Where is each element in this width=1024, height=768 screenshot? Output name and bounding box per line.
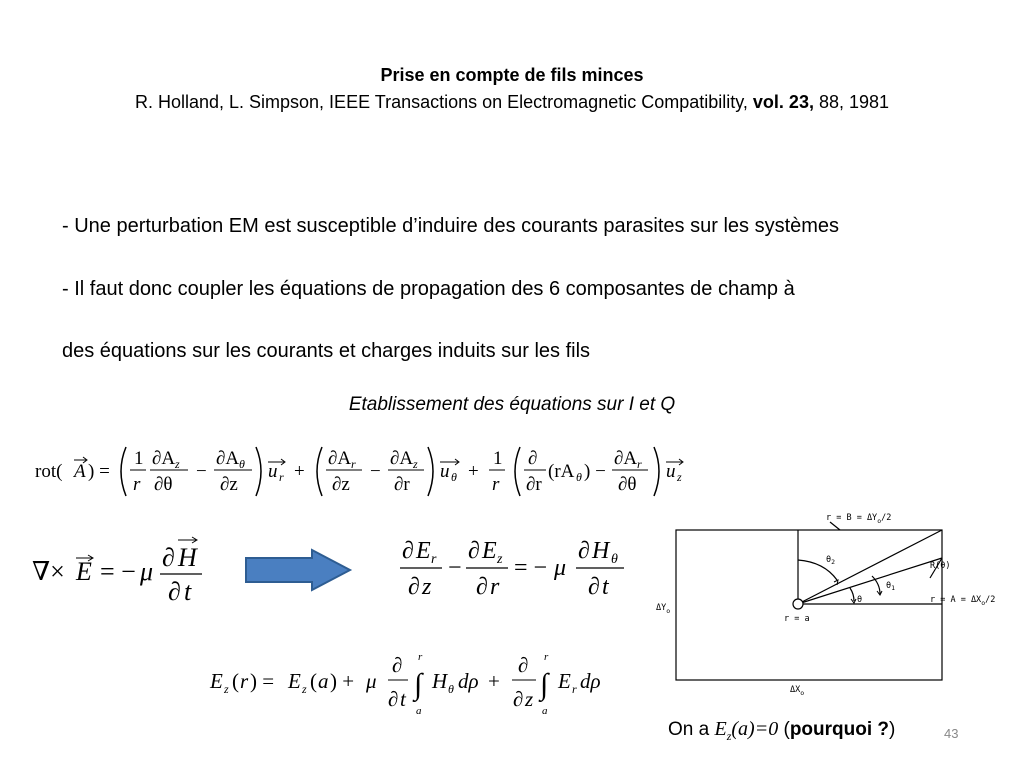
svg-text:r: r bbox=[637, 457, 642, 471]
conclusion-close: ) bbox=[889, 719, 896, 740]
svg-text:∂A: ∂A bbox=[328, 448, 352, 469]
bullet-1: - Une perturbation EM est susceptible d’induire des courants parasites sur les systèmes bbox=[62, 215, 840, 237]
svg-text:θ: θ bbox=[611, 552, 618, 567]
svg-text:u: u bbox=[268, 461, 278, 482]
svg-text:μ: μ bbox=[140, 557, 154, 586]
delta-y-label: $\Delta Y_o$ bbox=[656, 603, 671, 615]
svg-text:1: 1 bbox=[134, 448, 144, 469]
svg-text:μ: μ bbox=[554, 555, 567, 581]
svg-text:z: z bbox=[677, 470, 682, 484]
svg-text:+: + bbox=[468, 461, 479, 482]
svg-text:) =: ) = bbox=[250, 669, 275, 693]
conclusion-sub: z bbox=[726, 729, 732, 743]
svg-text:∂: ∂ bbox=[468, 538, 480, 564]
implication-arrow bbox=[244, 548, 354, 592]
svg-text:r: r bbox=[431, 552, 437, 567]
svg-text:E: E bbox=[482, 538, 497, 564]
svg-text:+: + bbox=[294, 461, 305, 482]
svg-text:∂: ∂ bbox=[518, 653, 529, 677]
svg-text:∂θ: ∂θ bbox=[618, 474, 637, 495]
svg-text:∂: ∂ bbox=[168, 577, 181, 606]
svg-text:z: z bbox=[175, 457, 180, 471]
svg-text:∂: ∂ bbox=[588, 574, 600, 600]
conclusion-bold: pourquoi ? bbox=[789, 719, 890, 740]
conclusion-prefix: On a bbox=[668, 719, 715, 740]
svg-text:) +: ) + bbox=[330, 669, 355, 693]
top-label-leader bbox=[830, 522, 840, 530]
svg-text:θ: θ bbox=[451, 470, 457, 484]
svg-text:∂: ∂ bbox=[402, 538, 414, 564]
svg-text:∂: ∂ bbox=[162, 543, 175, 572]
svg-text:r: r bbox=[279, 470, 284, 484]
svg-text:= −: = − bbox=[100, 557, 136, 586]
conclusion-line bbox=[668, 718, 895, 744]
slide-title: Prise en compte de fils minces bbox=[380, 65, 644, 85]
theta1-label: $\theta_1$ bbox=[886, 581, 896, 592]
svg-text:θ: θ bbox=[448, 682, 454, 696]
svg-text:(: ( bbox=[310, 669, 317, 693]
svg-text:θ: θ bbox=[239, 457, 245, 471]
curl-formula bbox=[30, 436, 740, 502]
svg-text:∂: ∂ bbox=[513, 687, 524, 711]
cell-rectangle bbox=[676, 530, 942, 680]
svg-text:u: u bbox=[440, 461, 450, 482]
svg-text:θ: θ bbox=[576, 470, 582, 484]
svg-text:a: a bbox=[416, 705, 422, 717]
svg-text:H: H bbox=[178, 543, 197, 572]
right-dimension-label: $r = A = \Delta X_o/2$ bbox=[930, 595, 996, 607]
svg-text:∂z: ∂z bbox=[332, 474, 350, 495]
svg-text:1: 1 bbox=[493, 448, 503, 469]
reference-authors: R. Holland, L. Simpson, IEEE Transactions on Electromagnetic Compatibility, bbox=[134, 92, 753, 112]
svg-text:E: E bbox=[558, 669, 571, 693]
svg-text:t: t bbox=[184, 577, 192, 606]
svg-text:r: r bbox=[544, 651, 549, 663]
theta-arc bbox=[850, 588, 854, 601]
svg-text:z: z bbox=[525, 687, 534, 711]
conclusion-open: ( bbox=[778, 719, 790, 740]
corner-diagonal-line bbox=[798, 530, 942, 604]
svg-text:r: r bbox=[418, 651, 423, 663]
svg-text:∂A: ∂A bbox=[152, 448, 176, 469]
svg-text:E: E bbox=[76, 557, 92, 586]
svg-text:∂r: ∂r bbox=[394, 474, 410, 495]
svg-text:) =: ) = bbox=[88, 461, 110, 482]
svg-text:(rA: (rA bbox=[548, 461, 575, 482]
svg-text:H: H bbox=[592, 538, 610, 564]
svg-text:E: E bbox=[288, 669, 301, 693]
reference-line bbox=[0, 89, 1024, 116]
slide-title-block bbox=[0, 62, 1024, 116]
svg-text:t: t bbox=[400, 687, 406, 711]
bullet-3: des équations sur les courants et charges induits sur les fils bbox=[62, 340, 591, 362]
wire-cross-section bbox=[793, 599, 803, 609]
svg-text:z: z bbox=[497, 552, 503, 567]
section-subtitle: Etablissement des équations sur I et Q bbox=[348, 394, 676, 415]
svg-text:r: r bbox=[492, 474, 500, 495]
svg-text:z: z bbox=[302, 682, 307, 696]
bullet-2: - Il faut donc coupler les équations de propagation des 6 composantes de champ à bbox=[62, 278, 795, 300]
page-number: 43 bbox=[944, 726, 959, 741]
svg-text:∫: ∫ bbox=[414, 668, 423, 701]
svg-text:r: r bbox=[133, 474, 141, 495]
svg-text:∂z: ∂z bbox=[220, 474, 238, 495]
svg-text:r: r bbox=[572, 682, 577, 696]
svg-text:r: r bbox=[240, 669, 249, 693]
svg-text:−: − bbox=[196, 461, 207, 482]
svg-text:∂: ∂ bbox=[578, 538, 590, 564]
svg-text:dρ: dρ bbox=[580, 669, 601, 693]
svg-text:H: H bbox=[432, 669, 448, 693]
svg-text:) −: ) − bbox=[584, 461, 606, 482]
reference-volume: vol. 23, bbox=[752, 92, 814, 112]
svg-text:∫: ∫ bbox=[540, 668, 549, 701]
svg-text:z: z bbox=[422, 574, 432, 600]
svg-text:r: r bbox=[351, 457, 356, 471]
svg-text:∇×: ∇× bbox=[32, 557, 65, 586]
svg-text:t: t bbox=[602, 574, 609, 600]
svg-text:∂: ∂ bbox=[476, 574, 488, 600]
svg-text:∂A: ∂A bbox=[216, 448, 240, 469]
r-theta-label: R(θ) bbox=[930, 561, 951, 571]
svg-text:∂A: ∂A bbox=[390, 448, 414, 469]
svg-text:rot(: rot( bbox=[35, 461, 63, 482]
svg-text:A: A bbox=[74, 461, 86, 482]
svg-text:r: r bbox=[490, 574, 500, 600]
svg-text:−: − bbox=[370, 461, 381, 482]
wire-cell-diagram bbox=[654, 506, 1014, 701]
svg-text:E: E bbox=[416, 538, 431, 564]
svg-text:+: + bbox=[488, 669, 500, 693]
svg-text:E: E bbox=[210, 669, 223, 693]
reference-pages-year: 88, 1981 bbox=[813, 92, 890, 112]
theta2-label: $\theta_2$ bbox=[826, 555, 836, 566]
conclusion-expr-rest: (a)=0 bbox=[731, 718, 779, 740]
ez-integral-equation bbox=[208, 648, 628, 720]
svg-text:z: z bbox=[224, 682, 229, 696]
top-dimension-label: $r = B = \Delta Y_o/2$ bbox=[826, 513, 892, 525]
svg-text:∂: ∂ bbox=[388, 687, 399, 711]
svg-text:u: u bbox=[666, 461, 676, 482]
svg-text:∂: ∂ bbox=[528, 448, 538, 469]
svg-text:(: ( bbox=[232, 669, 239, 693]
svg-text:dρ: dρ bbox=[458, 669, 479, 693]
delta-x-label: $\Delta X_o$ bbox=[790, 685, 805, 697]
svg-text:∂θ: ∂θ bbox=[154, 474, 173, 495]
theta-label: θ bbox=[857, 595, 863, 605]
faraday-cylindrical-equation bbox=[398, 530, 638, 602]
conclusion-expr: E bbox=[714, 718, 727, 740]
svg-text:a: a bbox=[542, 705, 548, 717]
svg-text:μ: μ bbox=[366, 669, 377, 693]
svg-text:= −: = − bbox=[514, 555, 548, 581]
r-equals-a-label: r = a bbox=[784, 614, 810, 624]
svg-text:∂A: ∂A bbox=[614, 448, 638, 469]
svg-text:a: a bbox=[318, 669, 329, 693]
svg-text:∂: ∂ bbox=[408, 574, 420, 600]
svg-text:∂: ∂ bbox=[392, 653, 403, 677]
svg-text:∂r: ∂r bbox=[526, 474, 542, 495]
svg-text:z: z bbox=[413, 457, 418, 471]
svg-text:−: − bbox=[448, 555, 462, 581]
maxwell-faraday-equation bbox=[28, 528, 218, 608]
